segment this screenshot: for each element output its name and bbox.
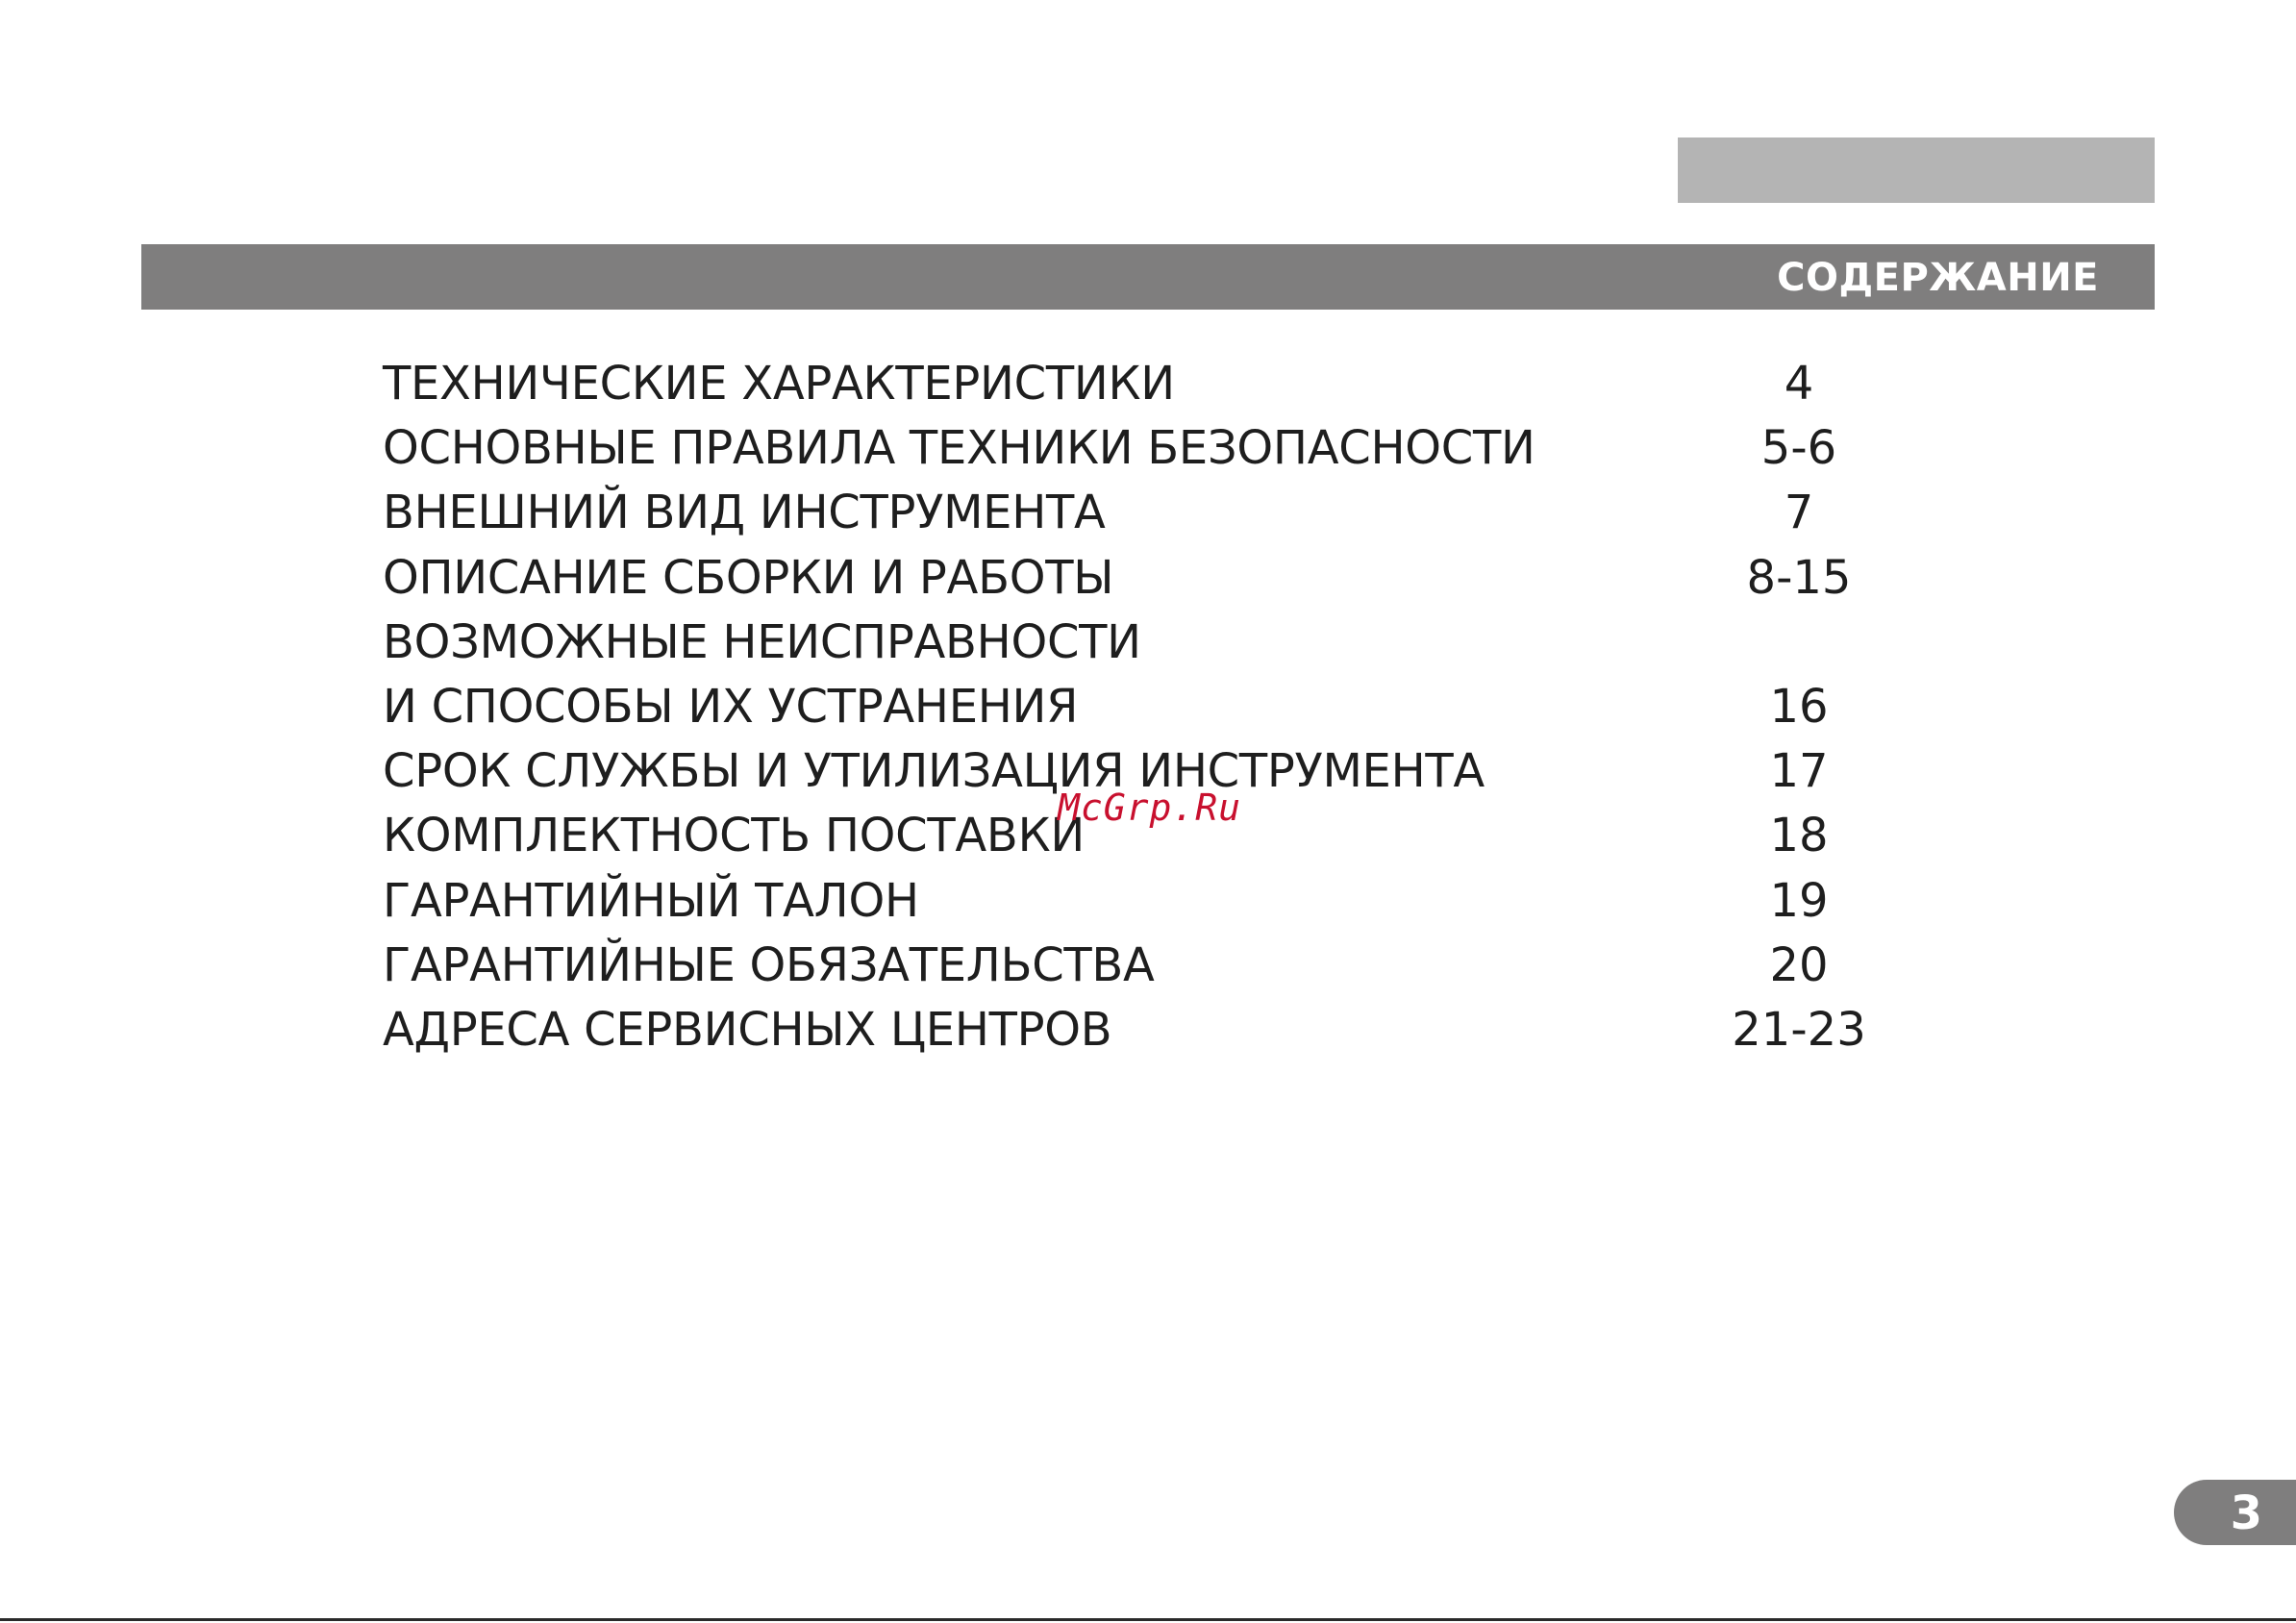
toc-entry-page: 5-6 <box>1760 421 1837 476</box>
header-bar <box>141 244 2155 310</box>
toc-entry[interactable] <box>383 934 1883 998</box>
header-tab-box <box>1678 137 2155 203</box>
toc-entry-title: ТЕХНИЧЕСКИЕ ХАРАКТЕРИСТИКИ <box>383 357 1175 411</box>
toc-entry-page: 17 <box>1769 744 1829 799</box>
toc-entry[interactable] <box>383 675 1883 739</box>
toc-entry[interactable] <box>383 998 1883 1062</box>
toc-entry-page: 8-15 <box>1746 550 1852 605</box>
toc-entry-title: ОПИСАНИЕ СБОРКИ И РАБОТЫ <box>383 550 1114 605</box>
toc-entry-page: 16 <box>1769 679 1829 734</box>
toc-entry-title: И СПОСОБЫ ИХ УСТРАНЕНИЯ <box>383 679 1079 734</box>
toc-entry-title: КОМПЛЕКТНОСТЬ ПОСТАВКИ <box>383 809 1085 863</box>
toc-entry[interactable] <box>383 611 1883 675</box>
toc-entry-title: АДРЕСА СЕРВИСНЫХ ЦЕНТРОВ <box>383 1002 1112 1057</box>
toc-entry-page: 19 <box>1769 873 1829 928</box>
toc-entry-title: ВОЗМОЖНЫЕ НЕИСПРАВНОСТИ <box>383 614 1141 669</box>
section-title: СОДЕРЖАНИЕ <box>1777 256 2099 300</box>
toc-entry[interactable] <box>383 481 1883 545</box>
toc-entry-page: 7 <box>1784 486 1814 540</box>
toc-entry-page: 21-23 <box>1732 1002 1866 1057</box>
page-number-tab <box>2174 1480 2296 1545</box>
toc-entry[interactable] <box>383 546 1883 611</box>
toc-entry-title: ВНЕШНИЙ ВИД ИНСТРУМЕНТА <box>383 486 1106 540</box>
toc-entry-title: ОСНОВНЫЕ ПРАВИЛА ТЕХНИКИ БЕЗОПАСНОСТИ <box>383 421 1535 476</box>
toc-entry-page: 18 <box>1769 809 1829 863</box>
toc-entry[interactable] <box>383 416 1883 481</box>
toc-entry-page: 4 <box>1784 357 1814 411</box>
bottom-divider <box>0 1618 2296 1621</box>
toc-entry[interactable] <box>383 352 1883 416</box>
toc-entry-title: ГАРАНТИЙНЫЕ ОБЯЗАТЕЛЬСТВА <box>383 937 1155 992</box>
toc-entry-title: СРОК СЛУЖБЫ И УТИЛИЗАЦИЯ ИНСТРУМЕНТА <box>383 744 1485 799</box>
table-of-contents <box>383 352 1883 1062</box>
toc-entry-title: ГАРАНТИЙНЫЙ ТАЛОН <box>383 873 919 928</box>
watermark-text: McGrp.Ru <box>1058 787 1242 829</box>
toc-entry[interactable] <box>383 869 1883 934</box>
page-number: 3 <box>2230 1486 2262 1540</box>
toc-entry-page: 20 <box>1769 937 1829 992</box>
